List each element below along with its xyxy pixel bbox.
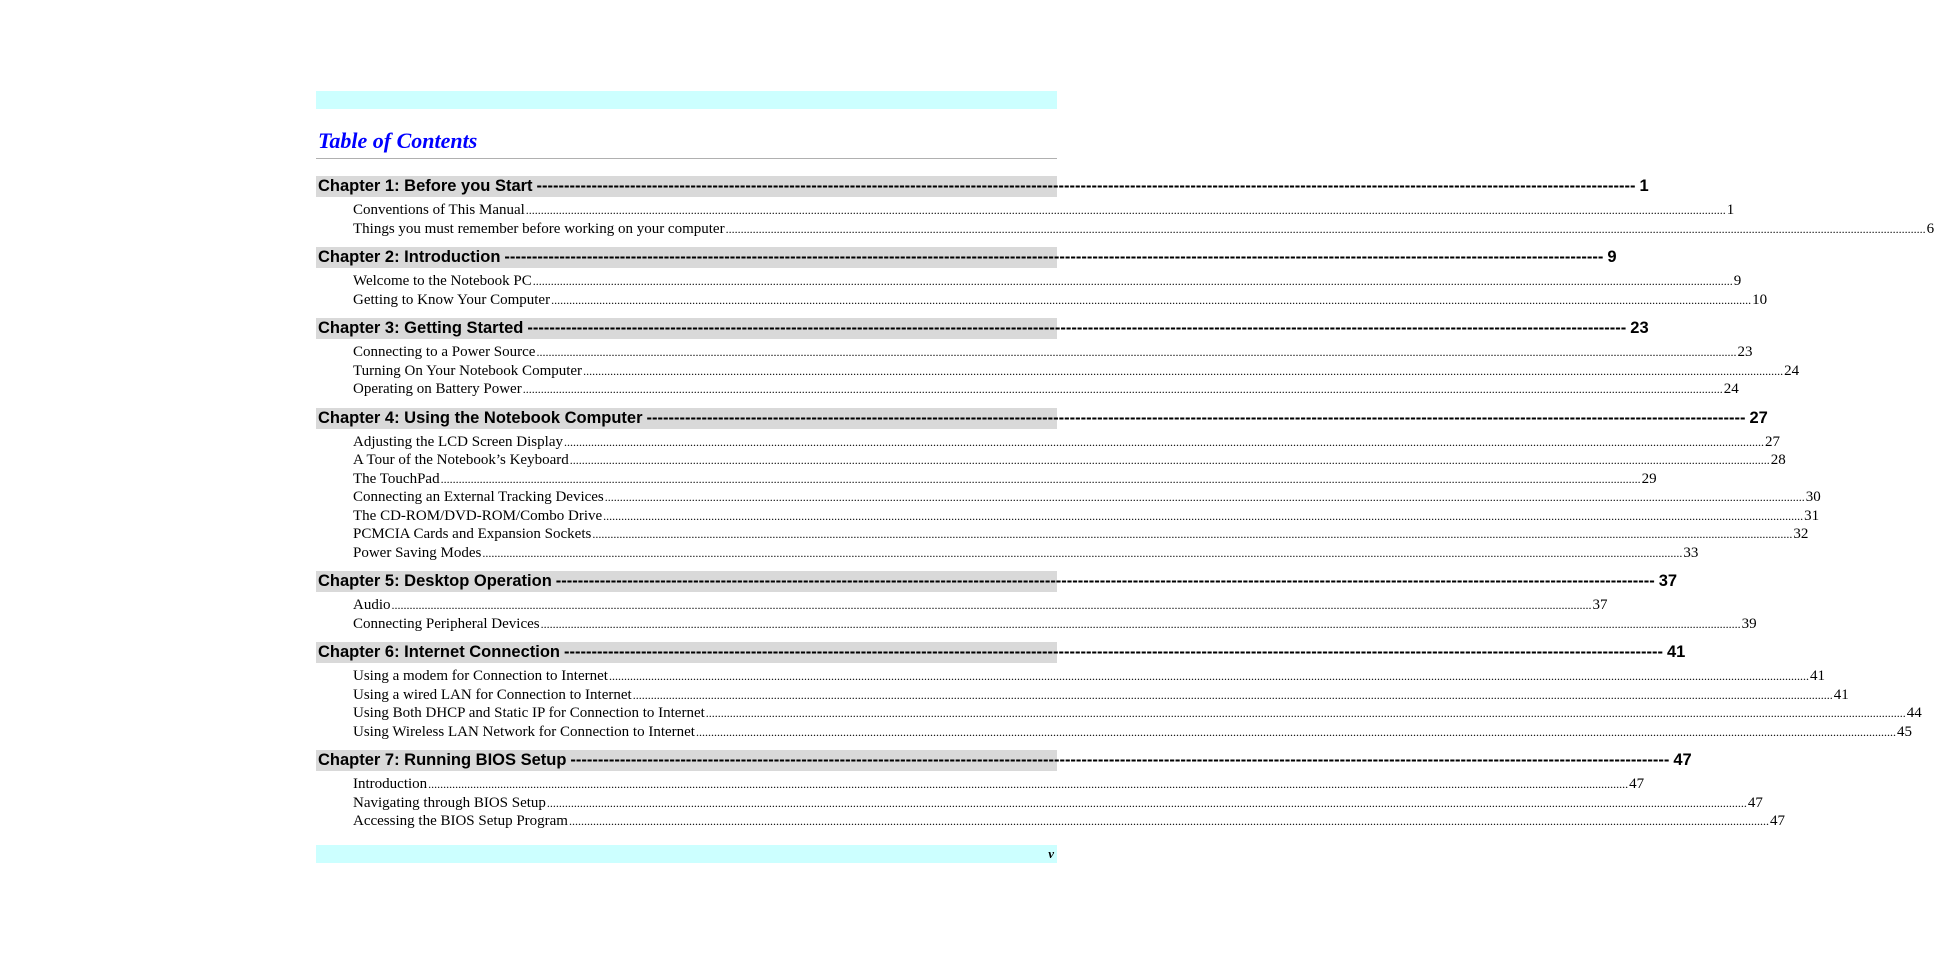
chapter-heading[interactable] [316, 642, 1686, 663]
chapter-heading[interactable] [316, 408, 1768, 429]
entry-page-number: 31 [1804, 507, 1820, 524]
toc-entry[interactable] [353, 362, 1800, 381]
entry-title: Using a wired LAN for Connection to Internet [353, 686, 632, 703]
toc-entry[interactable] [353, 544, 1699, 563]
header-band [316, 91, 1057, 109]
entry-page-number: 30 [1805, 489, 1821, 505]
chapter-5 [316, 571, 1757, 637]
chapter-heading[interactable] [316, 318, 1649, 339]
toc-entry[interactable] [353, 201, 1735, 220]
dash-leader: -------------------------------------------------------------------------------------------------------------------------------------------------------------------------------------------------------- [527, 319, 1627, 337]
chapter-heading[interactable] [316, 176, 1649, 197]
entry-title: Navigating through BIOS Setup [353, 794, 546, 811]
entry-page-number: 1 [1726, 202, 1735, 218]
toc-entry[interactable] [353, 470, 1657, 489]
entry-page-number: 9 [1733, 273, 1742, 289]
entry-page-number: 45 [1896, 723, 1912, 740]
chapter-4 [316, 408, 1821, 567]
dash-leader: -------------------------------------------------------------------------------------------------------------------------------------------------------------------------------------------------------- [504, 248, 1604, 266]
entry-title: A Tour of the Notebook’s Keyboard [353, 452, 569, 468]
dot-leader: ................................................................................................................................................................................................................................................................................................................................................................................................................ [482, 545, 1683, 560]
dot-leader: ................................................................................................................................................................................................................................................................................................................................................................................................................ [428, 777, 1629, 791]
toc-entry[interactable] [353, 596, 1608, 615]
entry-page-number: 10 [1752, 291, 1768, 308]
chapter-heading[interactable] [316, 571, 1678, 592]
toc-entry[interactable] [353, 525, 1809, 544]
toc-entry[interactable] [353, 451, 1786, 470]
dot-leader: ................................................................................................................................................................................................................................................................................................................................................................................................................ [568, 814, 1769, 828]
entry-title: Getting to Know Your Computer [353, 291, 551, 308]
toc-entry[interactable] [353, 615, 1757, 634]
entry-page-number: 6 [1926, 220, 1934, 237]
chapter-page-number: 41 [1666, 643, 1686, 661]
entry-title: Operating on Battery Power [353, 381, 522, 397]
entry-page-number: 28 [1770, 452, 1786, 468]
toc-entry[interactable] [353, 704, 1922, 723]
toc-entry[interactable] [353, 667, 1825, 686]
footer-band [316, 845, 1057, 863]
chapter-page-number: 9 [1607, 248, 1617, 266]
dot-leader: ................................................................................................................................................................................................................................................................................................................................................................................................................ [569, 453, 1770, 467]
dot-leader: ................................................................................................................................................................................................................................................................................................................................................................................................................ [536, 345, 1737, 359]
entry-title: Things you must remember before working on your computer [353, 220, 725, 237]
chapter-page-number: 47 [1673, 751, 1692, 769]
toc-entry[interactable] [353, 775, 1645, 794]
entry-page-number: 23 [1737, 344, 1753, 360]
entry-title: Conventions of This Manual [353, 202, 525, 218]
footer-page-number: v [1048, 846, 1054, 861]
entry-page-number: 33 [1683, 544, 1699, 561]
dot-leader: ................................................................................................................................................................................................................................................................................................................................................................................................................ [563, 434, 1764, 449]
page-title: Table of Contents [318, 128, 478, 153]
entry-title: PCMCIA Cards and Expansion Sockets [353, 526, 592, 542]
dot-leader: ................................................................................................................................................................................................................................................................................................................................................................................................................ [608, 669, 1809, 683]
entry-title: Using Wireless LAN Network for Connection to Internet [353, 723, 695, 740]
chapter-title: Chapter 2: Introduction [318, 248, 501, 266]
toc-entry[interactable] [353, 291, 1768, 310]
chapter-6 [316, 642, 1922, 745]
entry-page-number: 47 [1769, 813, 1785, 829]
entry-title: Welcome to the Notebook PC [353, 273, 532, 289]
table-of-contents [316, 176, 1934, 840]
dot-leader: ................................................................................................................................................................................................................................................................................................................................................................................................................ [532, 274, 1733, 288]
entry-title: Audio [353, 597, 391, 613]
chapter-title: Chapter 7: Running BIOS Setup [318, 751, 567, 769]
toc-entry[interactable] [353, 220, 1934, 239]
dot-leader: ................................................................................................................................................................................................................................................................................................................................................................................................................ [440, 471, 1641, 486]
dash-leader: -------------------------------------------------------------------------------------------------------------------------------------------------------------------------------------------------------- [564, 643, 1663, 661]
entry-page-number: 47 [1747, 794, 1763, 811]
entry-title: Connecting an External Tracking Devices [353, 489, 604, 505]
title-divider [316, 158, 1057, 159]
entry-title: Using Both DHCP and Static IP for Connection to Internet [353, 705, 705, 721]
chapter-title: Chapter 6: Internet Connection [318, 643, 561, 661]
dot-leader: ................................................................................................................................................................................................................................................................................................................................................................................................................ [551, 292, 1752, 307]
entry-title: The TouchPad [353, 470, 440, 487]
dash-leader: -------------------------------------------------------------------------------------------------------------------------------------------------------------------------------------------------------- [536, 177, 1636, 195]
dot-leader: ................................................................................................................................................................................................................................................................................................................................................................................................................ [546, 795, 1747, 810]
chapter-3 [316, 318, 1800, 403]
entry-page-number: 27 [1764, 433, 1780, 450]
toc-entry[interactable] [353, 686, 1849, 705]
toc-entry[interactable] [353, 723, 1912, 742]
entry-title: Adjusting the LCD Screen Display [353, 433, 563, 450]
entry-title: Connecting to a Power Source [353, 344, 536, 360]
entry-page-number: 29 [1641, 470, 1657, 487]
chapter-title: Chapter 3: Getting Started [318, 319, 524, 337]
chapter-page-number: 23 [1630, 319, 1649, 337]
chapter-7 [316, 750, 1785, 835]
entry-title: Using a modem for Connection to Internet [353, 668, 608, 684]
dot-leader: ................................................................................................................................................................................................................................................................................................................................................................................................................ [525, 203, 1726, 217]
entry-title: Power Saving Modes [353, 544, 482, 561]
dot-leader: ................................................................................................................................................................................................................................................................................................................................................................................................................ [604, 490, 1805, 504]
dot-leader: ................................................................................................................................................................................................................................................................................................................................................................................................................ [592, 527, 1793, 541]
toc-entry[interactable] [353, 380, 1739, 399]
dot-leader: ................................................................................................................................................................................................................................................................................................................................................................................................................ [632, 687, 1833, 702]
entry-page-number: 41 [1809, 668, 1825, 684]
entry-page-number: 32 [1793, 526, 1809, 542]
entry-title: Accessing the BIOS Setup Program [353, 813, 568, 829]
dot-leader: ................................................................................................................................................................................................................................................................................................................................................................................................................ [725, 221, 1926, 236]
toc-entry[interactable] [353, 794, 1763, 813]
entry-page-number: 24 [1723, 381, 1739, 397]
entry-page-number: 39 [1741, 615, 1757, 632]
entry-page-number: 47 [1629, 776, 1645, 792]
toc-entry[interactable] [353, 488, 1821, 507]
dot-leader: ................................................................................................................................................................................................................................................................................................................................................................................................................ [583, 363, 1784, 378]
entry-title: The CD-ROM/DVD-ROM/Combo Drive [353, 507, 603, 524]
dot-leader: ................................................................................................................................................................................................................................................................................................................................................................................................................ [540, 616, 1741, 631]
chapter-title: Chapter 5: Desktop Operation [318, 572, 552, 590]
toc-entry[interactable] [353, 433, 1780, 452]
entry-page-number: 24 [1784, 362, 1800, 379]
entry-page-number: 41 [1833, 686, 1849, 703]
chapter-heading[interactable] [316, 750, 1692, 771]
chapter-page-number: 27 [1749, 408, 1768, 427]
toc-entry[interactable] [353, 272, 1742, 291]
chapter-title: Chapter 1: Before you Start [318, 177, 533, 195]
entry-page-number: 37 [1592, 597, 1608, 613]
entry-title: Connecting Peripheral Devices [353, 615, 540, 632]
entry-title: Turning On Your Notebook Computer [353, 362, 583, 379]
toc-entry[interactable] [353, 343, 1753, 362]
chapter-title: Chapter 4: Using the Notebook Computer [318, 408, 643, 427]
dot-leader: ................................................................................................................................................................................................................................................................................................................................................................................................................ [603, 508, 1804, 523]
chapter-page-number: 37 [1658, 572, 1678, 590]
dot-leader: ................................................................................................................................................................................................................................................................................................................................................................................................................ [705, 706, 1906, 720]
document-page [316, 0, 1934, 954]
chapter-page-number: 1 [1639, 177, 1649, 195]
dot-leader: ................................................................................................................................................................................................................................................................................................................................................................................................................ [695, 724, 1896, 739]
chapter-heading[interactable] [316, 247, 1617, 268]
dash-leader: -------------------------------------------------------------------------------------------------------------------------------------------------------------------------------------------------------- [646, 408, 1746, 427]
chapter-1 [316, 176, 1934, 242]
entry-title: Introduction [353, 776, 428, 792]
toc-entry[interactable] [353, 507, 1820, 526]
entry-page-number: 44 [1906, 705, 1922, 721]
dash-leader: -------------------------------------------------------------------------------------------------------------------------------------------------------------------------------------------------------- [570, 751, 1670, 769]
dot-leader: ................................................................................................................................................................................................................................................................................................................................................................................................................ [522, 382, 1723, 396]
chapter-2 [316, 247, 1768, 313]
dot-leader: ................................................................................................................................................................................................................................................................................................................................................................................................................ [391, 598, 1592, 612]
dash-leader: -------------------------------------------------------------------------------------------------------------------------------------------------------------------------------------------------------- [555, 572, 1655, 590]
toc-entry[interactable] [353, 812, 1785, 831]
